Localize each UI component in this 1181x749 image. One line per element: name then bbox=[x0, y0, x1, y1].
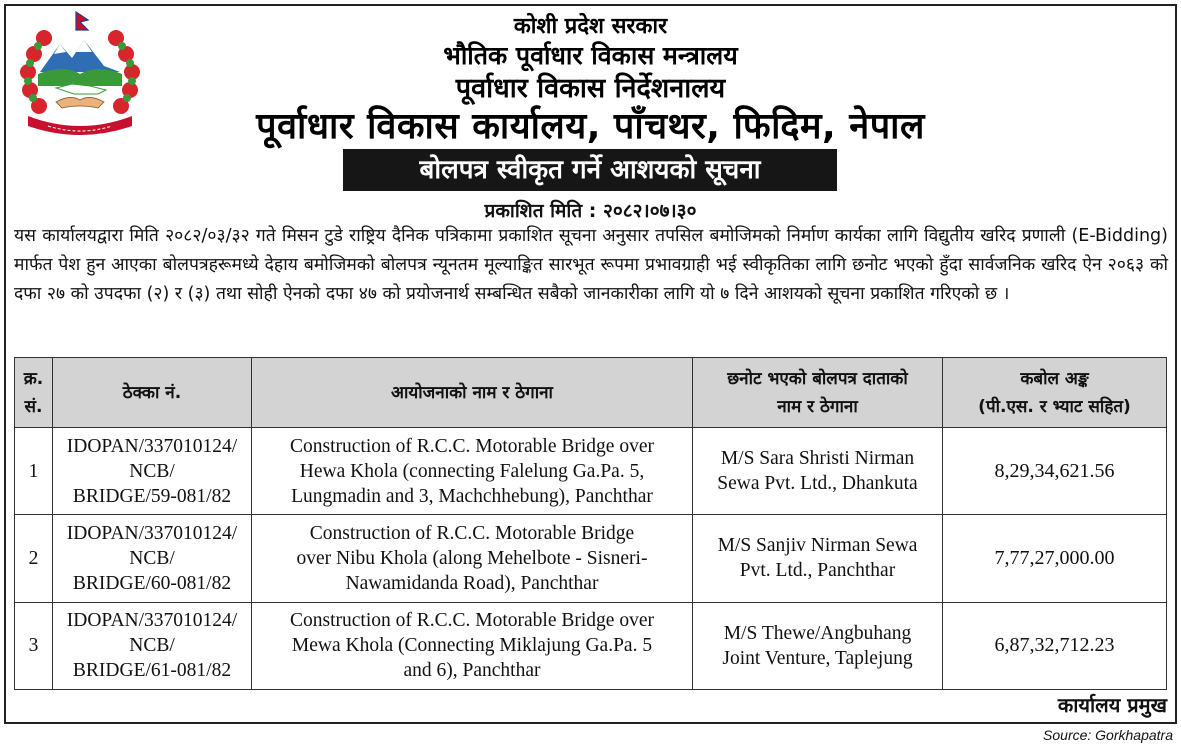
notice-title: बोलपत्र स्वीकृत गर्ने आशयको सूचना bbox=[343, 149, 837, 191]
header-serial: क्र. सं. bbox=[15, 358, 53, 428]
table-row bbox=[15, 515, 1167, 602]
cell-serial: 3 bbox=[15, 602, 53, 689]
cell-amount: 6,87,32,712.23 bbox=[943, 602, 1167, 689]
table-row bbox=[15, 428, 1167, 515]
source-credit: Source: Gorkhapatra bbox=[1043, 727, 1173, 743]
office-chief-signature: कार्यालय प्रमुख bbox=[1057, 693, 1167, 717]
cell-bidder: M/S Sara Shristi Nirman Sewa Pvt. Ltd., Dhankuta bbox=[693, 428, 943, 515]
table-row bbox=[15, 602, 1167, 689]
cell-project: Construction of R.C.C. Motorable Bridge over Hewa Khola (connecting Falelung Ga.Pa. 5, Lungmadin and 3, Machchhebung), Panchthar bbox=[252, 428, 693, 515]
cell-project: Construction of R.C.C. Motorable Bridge over Mewa Khola (Connecting Miklajung Ga.Pa. 5 and 6), Panchthar bbox=[252, 602, 693, 689]
cell-contract-no: IDOPAN/337010124/ NCB/ BRIDGE/61-081/82 bbox=[53, 602, 252, 689]
notice-body: यस कार्यालयद्वारा मिति २०८२/०३/३२ गते मिसन टुडे राष्ट्रिय दैनिक पत्रिकामा प्रकाशित सूचना अनुसार तपसिल बमोजिमको निर्माण कार्यका लागि विद्युतीय खरिद प्रणाली (E-Bidding) मार्फत पेश हुन आएका बोलपत्रहरूमध्ये देहाय बमोजिमको बोलपत्र न्यूनतम मूल्याङ्कित सारभूत रूपमा प्रभावग्राही भई स्वीकृतिका लागि छनोट भएको हुँदा सार्वजनिक खरिद ऐन २०६३ को दफा २७ को उपदफा (२) र (३) तथा सोही ऐनको दफा ४७ को प्रयोजनार्थ सम्बन्धित सबैको जानकारीका लागि यो ७ दिने आशयको सूचना प्रकाशित गरिएको छ । bbox=[14, 226, 1168, 304]
cell-project: Construction of R.C.C. Motorable Bridge over Nibu Khola (along Mehelbote - Sisneri- Nawamidanda Road), Panchthar bbox=[252, 515, 693, 602]
header-bidder: छनोट भएको बोलपत्र दाताको नाम र ठेगाना bbox=[693, 358, 943, 428]
office-heading: पूर्वाधार विकास कार्यालय, पाँचथर, फिदिम, नेपाल bbox=[256, 106, 925, 147]
cell-serial: 1 bbox=[15, 428, 53, 515]
header-amount: कबोल अङ्क (पी.एस. र भ्याट सहित) bbox=[943, 358, 1167, 428]
cell-bidder: M/S Sanjiv Nirman Sewa Pvt. Ltd., Panchthar bbox=[693, 515, 943, 602]
cell-amount: 7,77,27,000.00 bbox=[943, 515, 1167, 602]
cell-serial: 2 bbox=[15, 515, 53, 602]
province-government-heading: कोशी प्रदेश सरकार bbox=[513, 13, 668, 39]
award-table bbox=[14, 357, 1167, 690]
directorate-heading: पूर्वाधार विकास निर्देशनालय bbox=[455, 73, 726, 104]
cell-contract-no: IDOPAN/337010124/ NCB/ BRIDGE/60-081/82 bbox=[53, 515, 252, 602]
header-contract-no: ठेक्का नं. bbox=[53, 358, 252, 428]
published-date: प्रकाशित मिति : २०८२।०७।३० bbox=[484, 200, 697, 222]
cell-amount: 8,29,34,621.56 bbox=[943, 428, 1167, 515]
ministry-heading: भौतिक पूर्वाधार विकास मन्त्रालय bbox=[443, 41, 738, 70]
cell-bidder: M/S Thewe/Angbuhang Joint Venture, Taplejung bbox=[693, 602, 943, 689]
header-project: आयोजनाको नाम र ठेगाना bbox=[252, 358, 693, 428]
table-header-row bbox=[15, 358, 1167, 428]
cell-contract-no: IDOPAN/337010124/ NCB/ BRIDGE/59-081/82 bbox=[53, 428, 252, 515]
